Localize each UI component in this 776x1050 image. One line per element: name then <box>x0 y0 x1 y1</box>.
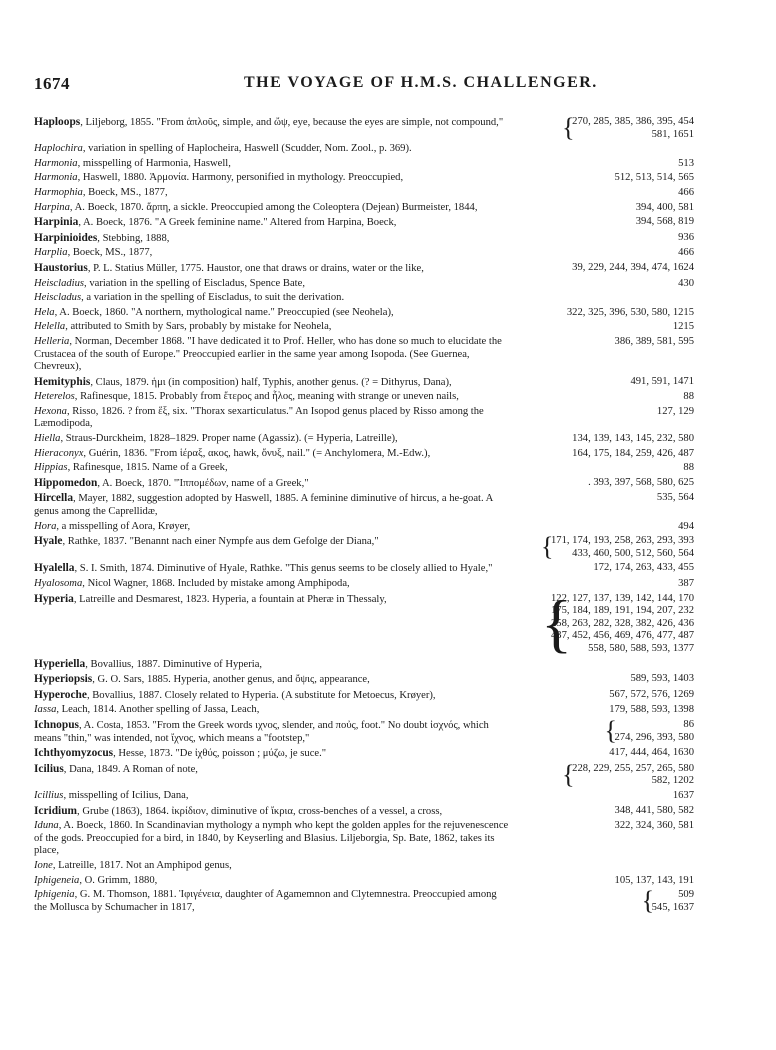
entry-description: , misspelling of Icilius, Dana, <box>63 789 189 801</box>
brace-icon: { <box>540 532 554 562</box>
index-entry <box>34 860 734 873</box>
entry-text <box>34 187 512 200</box>
index-entry <box>34 336 734 374</box>
page-references <box>609 689 694 702</box>
entry-description: , Straus-Durckheim, 1828–1829. Proper name (Agassiz). (= Hyperia, Latreille), <box>60 433 398 445</box>
genus-name: Harpina <box>34 201 70 213</box>
entry-description: , Dana, 1849. A Roman of note, <box>63 763 198 775</box>
entry-description: , Bovallius, 1887. Diminutive of Hyperia, <box>85 658 263 670</box>
entry-description: , Latreille and Desmarest, 1823. Hyperia, a fountain at Pheræ in Thessaly, <box>73 593 387 605</box>
page-references <box>636 202 694 215</box>
reference-line: 387 <box>678 578 694 589</box>
reference-line: 437, 452, 456, 469, 476, 477, 487 <box>550 630 694 642</box>
entry-description: , Leach, 1814. Another spelling of Jassa, Leach, <box>56 704 260 716</box>
index-entry <box>34 462 734 475</box>
entry-description: , A. Boeck, 1860. In Scandinavian mythology a nymph who kept the golden apples for the rejuvenescence of the gods. Preoccupied for a bird, in 1840, by Keyserling and Blasius. Liljeborgia, Sp. Bate, 1862, takes its place, <box>34 820 509 857</box>
reference-line: 430 <box>678 277 694 289</box>
genus-name: Helleria <box>34 335 70 347</box>
entry-description: , Rathke, 1837. "Benannt nach einer Nympfe aus dem Gefolge der Diana," <box>62 536 379 548</box>
entry-text <box>34 535 512 549</box>
genus-name: Hyalella <box>34 562 75 575</box>
index-entry <box>34 715 734 745</box>
entry-text <box>34 158 512 171</box>
entry-description: , variation in spelling of Haplocheira, Haswell (Scudder, Nom. Zool., p. 369). <box>82 143 412 155</box>
index-entry <box>34 562 734 576</box>
page-references <box>630 376 694 389</box>
index-entry <box>34 747 734 761</box>
reference-line: 164, 175, 184, 259, 426, 487 <box>572 447 694 459</box>
brace-icon: { <box>604 715 618 745</box>
index-entry <box>34 143 734 156</box>
reference-line: 491, 591, 1471 <box>630 375 694 387</box>
page-references <box>678 521 694 534</box>
page-references <box>609 704 694 717</box>
entry-text <box>34 336 512 374</box>
page-references <box>678 187 694 200</box>
entry-description: , misspelling of Harmonia, Haswell, <box>77 157 231 169</box>
reference-line: 581, 1651 <box>651 128 694 140</box>
index-entry <box>34 673 734 687</box>
page-references <box>609 747 694 760</box>
index-entry <box>34 321 734 334</box>
index-entry <box>34 391 734 404</box>
index-entry <box>34 886 734 916</box>
genus-name: Heterelos <box>34 391 75 403</box>
entry-description: , Claus, 1879. ἡμι (in composition) half, Typhis, another genus. (? = Dithyrus, Dana), <box>90 376 452 388</box>
entry-text <box>34 477 512 491</box>
entry-text <box>34 462 512 475</box>
genus-name: Harmonia <box>34 157 78 169</box>
genus-name: Hora <box>34 520 57 532</box>
running-title: THE VOYAGE OF H.M.S. CHALLENGER. <box>244 74 598 91</box>
genus-name: Hyperiopsis <box>34 673 93 686</box>
page-references <box>588 477 694 490</box>
reference-line: 122, 127, 137, 139, 142, 144, 170 <box>550 592 694 604</box>
page-references <box>673 321 694 334</box>
entry-text <box>34 578 512 591</box>
index-entry <box>34 790 734 803</box>
reference-line: 88 <box>683 391 694 403</box>
index-entry <box>34 875 734 888</box>
reference-line: 172, 174, 263, 433, 455 <box>593 562 694 574</box>
genus-name: Hexona <box>34 405 67 417</box>
entry-text <box>34 406 512 431</box>
entry-text <box>34 262 512 276</box>
page-references <box>657 406 694 419</box>
page-references <box>615 336 694 349</box>
entry-description: , Guérin, 1836. "From ἱέραξ, ακος, hawk, ὄνυξ, nail." (= Anchylomera, M.-Edw.), <box>83 447 431 459</box>
entry-text <box>34 492 512 518</box>
entry-description: , A. Costa, 1853. "From the Greek words ιχνος, slender, and ποὐς, foot." No doubt ἰσχνός, which means "thin," was intended, not ἴχνος, which means a "footstep," <box>34 719 489 744</box>
index-entry <box>34 376 734 390</box>
entry-description: , Nicol Wagner, 1868. Included by mistake among Amphipoda, <box>82 578 350 589</box>
entry-text <box>34 673 512 687</box>
entry-text <box>34 116 512 130</box>
genus-name: Haplochira <box>34 143 83 155</box>
index-entry <box>34 307 734 320</box>
genus-name: Ichnopus <box>34 718 79 731</box>
entry-text <box>34 391 512 404</box>
reference-line: 466 <box>678 186 694 198</box>
genus-name: Hippomedon <box>34 476 98 489</box>
index-entry <box>34 805 734 819</box>
reference-line: 127, 129 <box>656 405 694 417</box>
reference-line: 582, 1202 <box>651 775 694 787</box>
entry-description: , Bovallius, 1887. Closely related to Hyperia. (A substitute for Metoecus, Krøyer), <box>86 689 436 701</box>
index-entry <box>34 658 734 672</box>
reference-line: 322, 324, 360, 581 <box>614 820 694 832</box>
index-entry <box>34 587 734 660</box>
reference-line: 394, 400, 581 <box>635 201 694 213</box>
genus-name: Iphigeneia <box>34 874 80 886</box>
genus-name: Hippias <box>34 462 68 474</box>
page-references <box>593 562 694 575</box>
entry-description: , Grube (1863), 1864. ἰκρίδιον, diminutive of ἴκρια, cross-benches of a vessel, a cross, <box>77 805 443 817</box>
page-header <box>0 74 776 96</box>
entry-description: , attributed to Smith by Sars, probably by mistake for Neohela, <box>65 321 332 333</box>
reference-line: 274, 296, 393, 580 <box>614 731 694 743</box>
page-number: 1674 <box>34 74 70 93</box>
page-references <box>678 278 694 291</box>
genus-name: Haustorius <box>34 261 88 274</box>
entry-text <box>34 593 512 607</box>
genus-name: Hieraconyx <box>34 447 84 459</box>
index-entry <box>34 448 734 461</box>
index-entry <box>34 232 734 246</box>
entry-text <box>34 889 512 914</box>
entry-text <box>34 232 512 246</box>
entry-text <box>34 143 512 156</box>
genus-name: Harpinia <box>34 216 79 229</box>
genus-name: Heiscladus <box>34 292 82 304</box>
page-references <box>551 593 694 656</box>
page-references <box>615 820 694 833</box>
reference-line: 39, 229, 244, 394, 474, 1624 <box>572 261 694 273</box>
reference-line: 258, 263, 282, 328, 382, 426, 436 <box>550 617 694 629</box>
page-references <box>551 535 694 560</box>
page-references <box>572 116 694 141</box>
entry-text <box>34 376 512 390</box>
genus-name: Harmonia <box>34 172 78 184</box>
genus-name: Hemityphis <box>34 375 91 388</box>
reference-line: 86 <box>683 718 694 730</box>
page-references <box>615 719 694 744</box>
reference-line: 270, 285, 385, 386, 395, 454 <box>572 116 694 127</box>
page-references <box>572 262 694 275</box>
index-entry <box>34 292 734 305</box>
entry-description: , A. Boeck, 1876. "A Greek feminine name." Altered from Harpina, Boeck, <box>78 217 397 229</box>
genus-name: Icilius <box>34 762 64 775</box>
genus-name: Harmophia <box>34 186 83 198</box>
genus-name: Iphigenia <box>34 889 75 901</box>
genus-name: Hyalosoma <box>34 578 83 589</box>
index-entry <box>34 759 734 789</box>
entry-text <box>34 747 512 761</box>
genus-name: Ione <box>34 859 53 871</box>
entry-text <box>34 875 512 888</box>
genus-name: Iassa <box>34 704 57 716</box>
genus-name: Hiella <box>34 433 61 445</box>
page-references <box>683 462 694 475</box>
index-entry <box>34 278 734 291</box>
entry-description: , Haswell, 1880. Ἁρμονία. Harmony, personified in mythology. Preoccupied, <box>77 172 404 184</box>
reference-line: 348, 441, 580, 582 <box>614 804 694 816</box>
index-entry <box>34 521 734 534</box>
entry-description: , Liljeborg, 1855. "From ἁπλοῦς, simple, and ὤψ, eye, because the eyes are simple, not compound," <box>80 117 504 128</box>
page-references <box>572 763 694 788</box>
reference-line: 88 <box>683 462 694 474</box>
reference-line: . 393, 397, 568, 580, 625 <box>588 476 694 488</box>
entry-description: , Boeck, MS., 1877, <box>82 186 168 198</box>
entry-description: , Boeck, MS., 1877, <box>67 247 153 259</box>
reference-line: 1215 <box>672 321 694 333</box>
index-entry <box>34 492 734 518</box>
page-references <box>572 448 694 461</box>
entry-description: , Rafinesque, 1815. Name of a Greek, <box>67 462 228 474</box>
entry-description: , Mayer, 1882, suggestion adopted by Haswell, 1885. A feminine diminutive of hircus, a he-goat. A genus among the Caprellidæ, <box>34 493 493 518</box>
entry-description: , Rafinesque, 1815. Probably from ἕτερος and ἧλος, meaning with strange or uneven nails, <box>74 391 459 403</box>
reference-line: 466 <box>678 247 694 259</box>
entry-description: , Norman, December 1868. "I have dedicated it to Prof. Heller, who has done so much to elucidate the Crustacea of the south of Europe." Preoccupied earlier in the same year among Isopoda. (See Guernea, Chevreux), <box>34 335 502 373</box>
genus-name: Icridium <box>34 804 78 817</box>
page-references <box>630 673 694 686</box>
entry-description: , Risso, 1826. ? from ἕξ, six. "Thorax sexarticulatus." An Isopod genus placed by Risso among the Læmodipoda, <box>34 405 484 430</box>
genus-name: Helella <box>34 321 66 333</box>
entry-text <box>34 278 512 291</box>
reference-line: 228, 229, 255, 257, 265, 580 <box>572 762 694 774</box>
entry-description: , Latreille, 1817. Not an Amphipod genus, <box>52 859 232 871</box>
reference-line: 567, 572, 576, 1269 <box>609 688 694 700</box>
entry-description: , A. Boeck, 1870. "Ἱππομέδων, name of a Greek," <box>97 477 309 489</box>
page-references <box>678 232 694 245</box>
page-references <box>657 492 694 505</box>
index-entry <box>34 433 734 446</box>
reference-line: 535, 564 <box>656 492 694 504</box>
index-entry <box>34 247 734 260</box>
entry-description: , Hesse, 1873. "De ἰχθύς, poisson ; μύζω, je suce." <box>113 748 327 760</box>
entry-text <box>34 820 512 858</box>
genus-name: Ichthyomyzocus <box>34 747 114 760</box>
index-entry <box>34 113 734 142</box>
entry-text <box>34 689 512 703</box>
genus-name: Iduna <box>34 820 59 832</box>
page-references <box>652 889 694 914</box>
entry-text <box>34 704 512 717</box>
page-references <box>567 307 694 320</box>
reference-line: 494 <box>678 520 694 532</box>
entry-text <box>34 247 512 260</box>
index-entry <box>34 202 734 215</box>
index-entry <box>34 158 734 171</box>
reference-line: 105, 137, 143, 191 <box>614 874 694 886</box>
page-references <box>615 172 694 185</box>
index-entry <box>34 262 734 276</box>
entry-text <box>34 202 512 215</box>
reference-line: 322, 325, 396, 530, 580, 1215 <box>566 306 694 318</box>
entry-text <box>34 292 512 305</box>
page-references <box>615 875 694 888</box>
page-references <box>683 391 694 404</box>
entry-text <box>34 805 512 819</box>
entry-description: , G. M. Thomson, 1881. Ἰφιγένεια, daughter of Agamemnon and Clytemnestra. Preoccupied among the Mollusca by Schumacher in 1817, <box>34 889 497 913</box>
index-entry <box>34 532 734 562</box>
entry-text <box>34 172 512 185</box>
reference-line: 179, 588, 593, 1398 <box>609 704 694 716</box>
index-entry <box>34 689 734 703</box>
reference-line: 134, 139, 143, 145, 232, 580 <box>572 433 694 445</box>
reference-line: 589, 593, 1403 <box>630 673 694 685</box>
reference-line: 512, 513, 514, 565 <box>614 172 694 184</box>
genus-name: Hela <box>34 306 55 318</box>
entry-text <box>34 448 512 461</box>
genus-name: Harpinioides <box>34 231 98 244</box>
entry-text <box>34 307 512 320</box>
reference-line: 433, 460, 500, 512, 560, 564 <box>572 547 694 559</box>
page-references <box>678 247 694 260</box>
genus-name: Hyperiella <box>34 657 86 670</box>
entry-text <box>34 658 512 672</box>
genus-name: Haploops <box>34 116 81 128</box>
brace-icon: { <box>562 113 575 142</box>
reference-line: 417, 444, 464, 1630 <box>609 747 694 759</box>
entry-description: , Stebbing, 1888, <box>97 232 170 244</box>
reference-line: 1637 <box>672 789 694 801</box>
entry-description: , G. O. Sars, 1885. Hyperia, another genus, and ὄψις, appearance, <box>92 674 370 686</box>
index-entry <box>34 187 734 200</box>
entry-text <box>34 433 512 446</box>
entry-description: , A. Boeck, 1870. ἅρπη, a sickle. Preoccupied among the Coleoptera (Dejean) Burmeister, 1844, <box>69 201 478 213</box>
entry-text <box>34 216 512 230</box>
reference-line: 386, 389, 581, 595 <box>614 335 694 347</box>
reference-line: 558, 580, 588, 593, 1377 <box>588 642 694 654</box>
entry-description: , P. L. Statius Müller, 1775. Haustor, one that draws or drains, water or the like, <box>87 262 424 274</box>
entry-text <box>34 860 512 873</box>
index-entry <box>34 820 734 858</box>
genus-name: Hyperia <box>34 592 74 605</box>
entry-description: , a variation in the spelling of Eiscladus, to suit the derivation. <box>81 292 345 304</box>
brace-icon: { <box>641 886 655 916</box>
genus-name: Heiscladius <box>34 277 85 289</box>
entry-description: , a misspelling of Aora, Krøyer, <box>56 520 191 532</box>
brace-icon: { <box>562 759 575 789</box>
page-references <box>678 578 694 591</box>
index-entry <box>34 704 734 717</box>
entry-description: , variation in the spelling of Eiscladus, Spence Bate, <box>84 277 305 289</box>
page-references <box>572 433 694 446</box>
genus-name: Icillius <box>34 789 64 801</box>
entry-text <box>34 562 512 576</box>
index-entry <box>34 477 734 491</box>
reference-line: 936 <box>678 231 694 243</box>
entry-description: , O. Grimm, 1880, <box>79 874 158 886</box>
index-entries <box>34 113 734 916</box>
entry-text <box>34 763 512 777</box>
index-entry <box>34 172 734 185</box>
entry-text <box>34 790 512 803</box>
index-entry <box>34 578 734 591</box>
index-entry <box>34 216 734 230</box>
reference-line: 509 <box>678 889 694 901</box>
page-references <box>615 805 694 818</box>
brace-icon: { <box>540 587 573 660</box>
page-references <box>673 790 694 803</box>
entry-text <box>34 321 512 334</box>
genus-name: Hyale <box>34 535 63 548</box>
reference-line: 394, 568, 819 <box>635 216 694 228</box>
reference-line: 513 <box>678 157 694 169</box>
reference-line: 545, 1637 <box>651 901 694 913</box>
entry-description: , A. Boeck, 1860. "A northern, mythological name." Preoccupied (see Neohela), <box>54 306 394 318</box>
genus-name: Harplia <box>34 247 68 259</box>
entry-text <box>34 521 512 534</box>
genus-name: Hyperoche <box>34 688 87 701</box>
reference-line: 171, 174, 193, 258, 263, 293, 393 <box>550 535 694 547</box>
index-entry <box>34 406 734 431</box>
page-references <box>678 158 694 171</box>
genus-name: Hircella <box>34 492 74 505</box>
page-references <box>636 216 694 229</box>
reference-line: 175, 184, 189, 191, 194, 207, 232 <box>550 605 694 617</box>
entry-text <box>34 719 512 745</box>
entry-description: , S. I. Smith, 1874. Diminutive of Hyale, Rathke. "This genus seems to be closely allied to Hyale," <box>74 563 493 575</box>
